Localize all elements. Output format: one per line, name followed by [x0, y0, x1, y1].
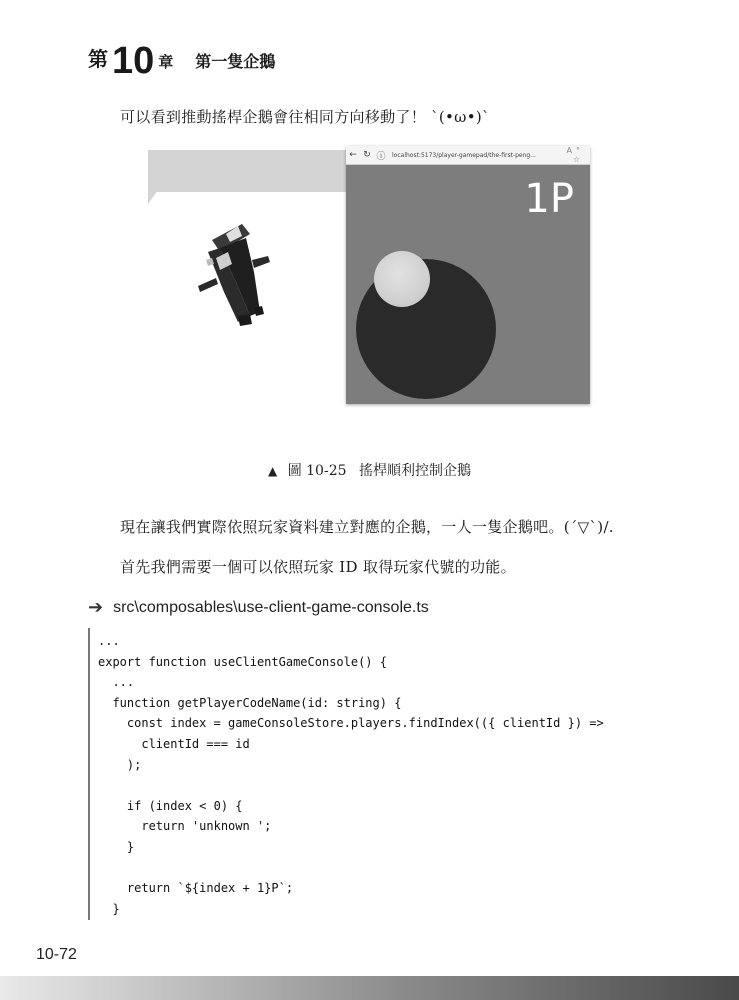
chapter-prefix: 第 [88, 47, 108, 71]
paragraph-create: 現在讓我們實際依照玩家資料建立對應的企鵝，一人一隻企鵝吧。(´▽`)/. [120, 518, 614, 536]
file-path-row [88, 597, 429, 618]
speech-bubble [148, 150, 358, 192]
chapter-suffix: 章 [158, 53, 174, 71]
address-bar[interactable]: localhost:5173/player-gamepad/the-first-peng... [392, 151, 536, 159]
code-line: return 'unknown '; [98, 819, 272, 834]
footer-band [0, 976, 739, 1000]
info-icon: ⓘ [376, 151, 386, 162]
file-path: src\composables\use-client-game-console.ts [113, 598, 429, 616]
caption-label: 圖 10-25 [287, 463, 347, 479]
paragraph-function-intro: 首先我們需要一個可以依照玩家 ID 取得玩家代號的功能。 [120, 558, 516, 576]
caption-triangle-icon: ▲ [268, 464, 278, 478]
code-line: } [98, 840, 135, 854]
chapter-number: 10 [112, 40, 155, 82]
speech-bubble-tail [148, 190, 158, 204]
browser-toolbar-icons[interactable]: A° ☆ [566, 146, 584, 164]
figure-caption [0, 460, 739, 480]
browser-toolbar [346, 146, 590, 165]
code-block [88, 628, 650, 920]
code-line: clientId === id [98, 737, 250, 751]
code-line: ... [98, 634, 120, 648]
penguin-illustration [190, 212, 280, 332]
arrow-right-icon: ➔ [88, 597, 104, 617]
code-line: if (index < 0) { [98, 798, 243, 813]
caption-text: 搖桿順利控制企鵝 [358, 463, 471, 479]
browser-window [346, 146, 590, 404]
code-line: ); [98, 757, 142, 772]
joystick-knob[interactable] [374, 251, 430, 307]
code-line: const index = gameConsoleStore.players.findIndex(({ clientId }) => [98, 716, 604, 731]
code-line: } [98, 901, 120, 916]
code-line: export function useClientGameConsole() { [98, 654, 387, 669]
player-label: 1P [524, 176, 574, 222]
chapter-header [88, 40, 275, 80]
code-line: function getPlayerCodeName(id: string) { [98, 695, 402, 710]
reload-icon[interactable]: ↻ [363, 150, 371, 160]
code-line: return `${index + 1}P`; [98, 881, 294, 896]
paragraph-intro: 可以看到推動搖桿企鵝會往相同方向移動了！ `(•ω•)ˋ [120, 108, 490, 126]
page-number: 10-72 [36, 946, 77, 963]
back-arrow-icon[interactable]: ← [349, 150, 357, 160]
code-line: ... [98, 675, 135, 690]
chapter-title: 第一隻企鵝 [195, 52, 276, 71]
